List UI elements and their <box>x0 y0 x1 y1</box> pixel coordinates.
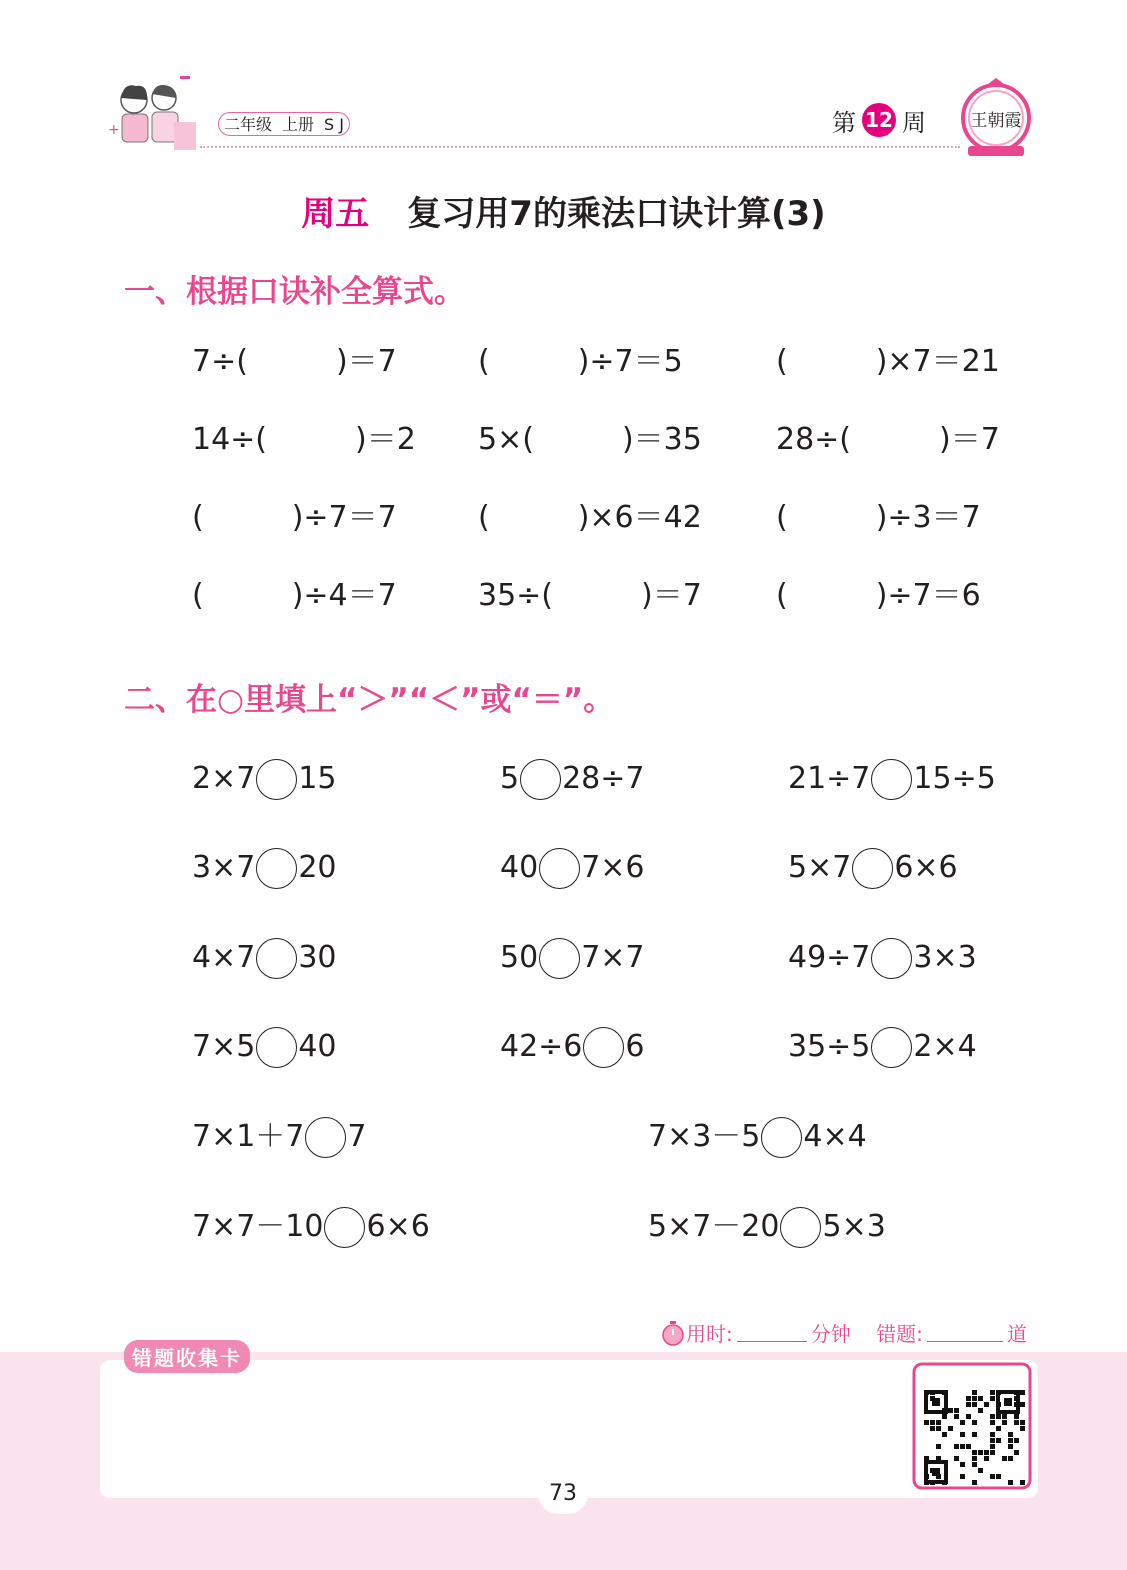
comparison-circle[interactable] <box>539 938 580 979</box>
fill-blank-right: )÷7＝5 <box>577 344 683 379</box>
fill-blank-right: )×7＝21 <box>875 344 1000 379</box>
volume-text: 上册 <box>282 115 315 134</box>
comparison-left: 2×7 <box>192 761 256 796</box>
answer-blank[interactable] <box>248 342 336 382</box>
brand-logo <box>958 78 1034 160</box>
week-number-badge <box>862 103 896 137</box>
comparison-item <box>192 935 337 981</box>
comparison-right: 7×6 <box>581 850 645 885</box>
error-label: 错题: <box>876 1322 923 1346</box>
time-unit: 分钟 <box>810 1322 851 1346</box>
comparison-right: 6 <box>625 1029 645 1064</box>
comparison-left: 21÷7 <box>788 761 871 796</box>
comparison-item <box>788 756 996 802</box>
fill-blank-right: )＝2 <box>355 422 416 457</box>
comparison-circle[interactable] <box>520 759 561 800</box>
week-suffix: 周 <box>902 108 926 137</box>
comparison-circle[interactable] <box>761 1117 802 1158</box>
comparison-left: 42÷6 <box>500 1029 583 1064</box>
fill-blank-right: )＝35 <box>621 422 702 457</box>
comparison-circle[interactable] <box>256 938 297 979</box>
answer-blank[interactable] <box>788 498 876 538</box>
comparison-item <box>500 935 645 981</box>
error-unit: 道 <box>1006 1322 1027 1346</box>
fill-blank-right: )＝7 <box>335 344 397 379</box>
fill-blank-right: )÷4＝7 <box>291 578 397 613</box>
comparison-item <box>192 1024 337 1070</box>
comparison-circle[interactable] <box>871 938 912 979</box>
comparison-circle[interactable] <box>780 1207 821 1248</box>
fill-blank-right: )＝7 <box>641 578 702 613</box>
fill-blank-left: 14÷( <box>192 422 268 457</box>
comparison-left: 5×7－20 <box>648 1209 780 1244</box>
grade-text: 二年级 <box>224 115 273 134</box>
edition-text: S J <box>324 115 344 134</box>
comparison-right: 4×4 <box>803 1119 867 1154</box>
comparison-item <box>192 1114 367 1160</box>
answer-blank[interactable] <box>534 420 622 460</box>
fill-blank-left: ( <box>776 344 788 379</box>
comparison-right: 40 <box>298 1029 337 1064</box>
comparison-circle[interactable] <box>852 848 893 889</box>
comparison-item <box>788 1024 977 1070</box>
fill-blank-left: ( <box>478 500 490 535</box>
fill-blank-right: )×6＝42 <box>577 500 702 535</box>
comparison-left: 40 <box>500 850 539 885</box>
comparison-item <box>500 1024 645 1070</box>
comparison-right: 7×7 <box>581 940 645 975</box>
answer-blank[interactable] <box>490 342 578 382</box>
week-indicator <box>832 100 926 140</box>
comparison-right: 30 <box>298 940 337 975</box>
fill-blank-right: )＝7 <box>939 422 1000 457</box>
comparison-item <box>192 1204 430 1250</box>
answer-blank[interactable] <box>851 420 939 460</box>
error-blank[interactable] <box>927 1323 1003 1342</box>
comparison-left: 50 <box>500 940 539 975</box>
stopwatch-icon <box>660 1320 686 1346</box>
comparison-right: 20 <box>298 850 337 885</box>
comparison-right: 15÷5 <box>913 761 996 796</box>
comparison-item <box>500 756 645 802</box>
comparison-circle[interactable] <box>539 848 580 889</box>
fill-blank-left: 7÷( <box>192 344 248 379</box>
qr-code-icon[interactable] <box>912 1362 1032 1490</box>
fill-blank-left: ( <box>478 344 490 379</box>
comparison-item <box>788 845 958 891</box>
comparison-left: 49÷7 <box>788 940 871 975</box>
comparison-circle[interactable] <box>871 1027 912 1068</box>
time-blank[interactable] <box>737 1323 807 1342</box>
comparison-right: 2×4 <box>913 1029 977 1064</box>
comparison-left: 7×7－10 <box>192 1209 324 1244</box>
answer-blank[interactable] <box>788 576 876 616</box>
comparison-left: 4×7 <box>192 940 256 975</box>
comparison-left: 7×5 <box>192 1029 256 1064</box>
comparison-right: 28÷7 <box>562 761 645 796</box>
comparison-circle[interactable] <box>324 1207 365 1248</box>
title-day: 周五 <box>301 194 370 234</box>
fill-blank-left: ( <box>776 500 788 535</box>
fill-blank-left: 35÷( <box>478 578 554 613</box>
comparison-left: 7×3－5 <box>648 1119 761 1154</box>
grade-label <box>218 112 350 136</box>
comparison-right: 3×3 <box>913 940 977 975</box>
svg-text:+: + <box>108 122 120 138</box>
comparison-item <box>788 935 977 981</box>
week-number: 12 <box>865 108 893 132</box>
comparison-circle[interactable] <box>256 848 297 889</box>
section2-heading: 二、在○里填上“＞”“＜”或“＝”。 <box>124 682 615 718</box>
children-illustration <box>104 72 204 154</box>
comparison-right: 5×3 <box>822 1209 886 1244</box>
page-number: 73 <box>538 1474 588 1514</box>
comparison-item <box>192 845 337 891</box>
fill-blank-right: )÷3＝7 <box>875 500 981 535</box>
comparison-circle[interactable] <box>583 1027 624 1068</box>
comparison-left: 3×7 <box>192 850 256 885</box>
time-label: 用时: <box>686 1322 733 1346</box>
header-divider <box>200 146 960 148</box>
fill-blank-right: )÷7＝7 <box>291 500 397 535</box>
fill-blank-right: )÷7＝6 <box>875 578 981 613</box>
comparison-item <box>500 845 645 891</box>
comparison-left: 35÷5 <box>788 1029 871 1064</box>
error-card-label: 错题收集卡 <box>124 1340 250 1373</box>
week-prefix: 第 <box>832 108 856 137</box>
fill-blank-left: 5×( <box>478 422 534 457</box>
comparison-circle[interactable] <box>256 1027 297 1068</box>
fill-blank-left: ( <box>192 578 204 613</box>
comparison-circle[interactable] <box>256 759 297 800</box>
comparison-item <box>648 1204 886 1250</box>
comparison-left: 5 <box>500 761 520 796</box>
answer-blank[interactable] <box>204 576 292 616</box>
comparison-left: 7×1＋7 <box>192 1119 305 1154</box>
comparison-item <box>648 1114 867 1160</box>
comparison-item <box>192 756 337 802</box>
page-title <box>0 186 1127 235</box>
fill-blank-left: ( <box>192 500 204 535</box>
comparison-right: 6×6 <box>366 1209 430 1244</box>
time-error-record <box>660 1318 1027 1347</box>
fill-blank-left: ( <box>776 578 788 613</box>
comparison-right: 6×6 <box>894 850 958 885</box>
section1-heading: 一、根据口诀补全算式。 <box>124 274 465 310</box>
answer-blank[interactable] <box>553 576 641 616</box>
answer-blank[interactable] <box>490 498 578 538</box>
answer-blank[interactable] <box>267 420 355 460</box>
logo-text: 王朝霞 <box>970 111 1022 131</box>
fill-blank-left: 28÷( <box>776 422 852 457</box>
answer-blank[interactable] <box>204 498 292 538</box>
comparison-left: 5×7 <box>788 850 852 885</box>
title-topic: 复习用7的乘法口诀计算(3) <box>407 194 826 234</box>
comparison-circle[interactable] <box>871 759 912 800</box>
comparison-circle[interactable] <box>305 1117 346 1158</box>
comparison-right: 15 <box>298 761 337 796</box>
comparison-right: 7 <box>347 1119 367 1154</box>
answer-blank[interactable] <box>788 342 876 382</box>
